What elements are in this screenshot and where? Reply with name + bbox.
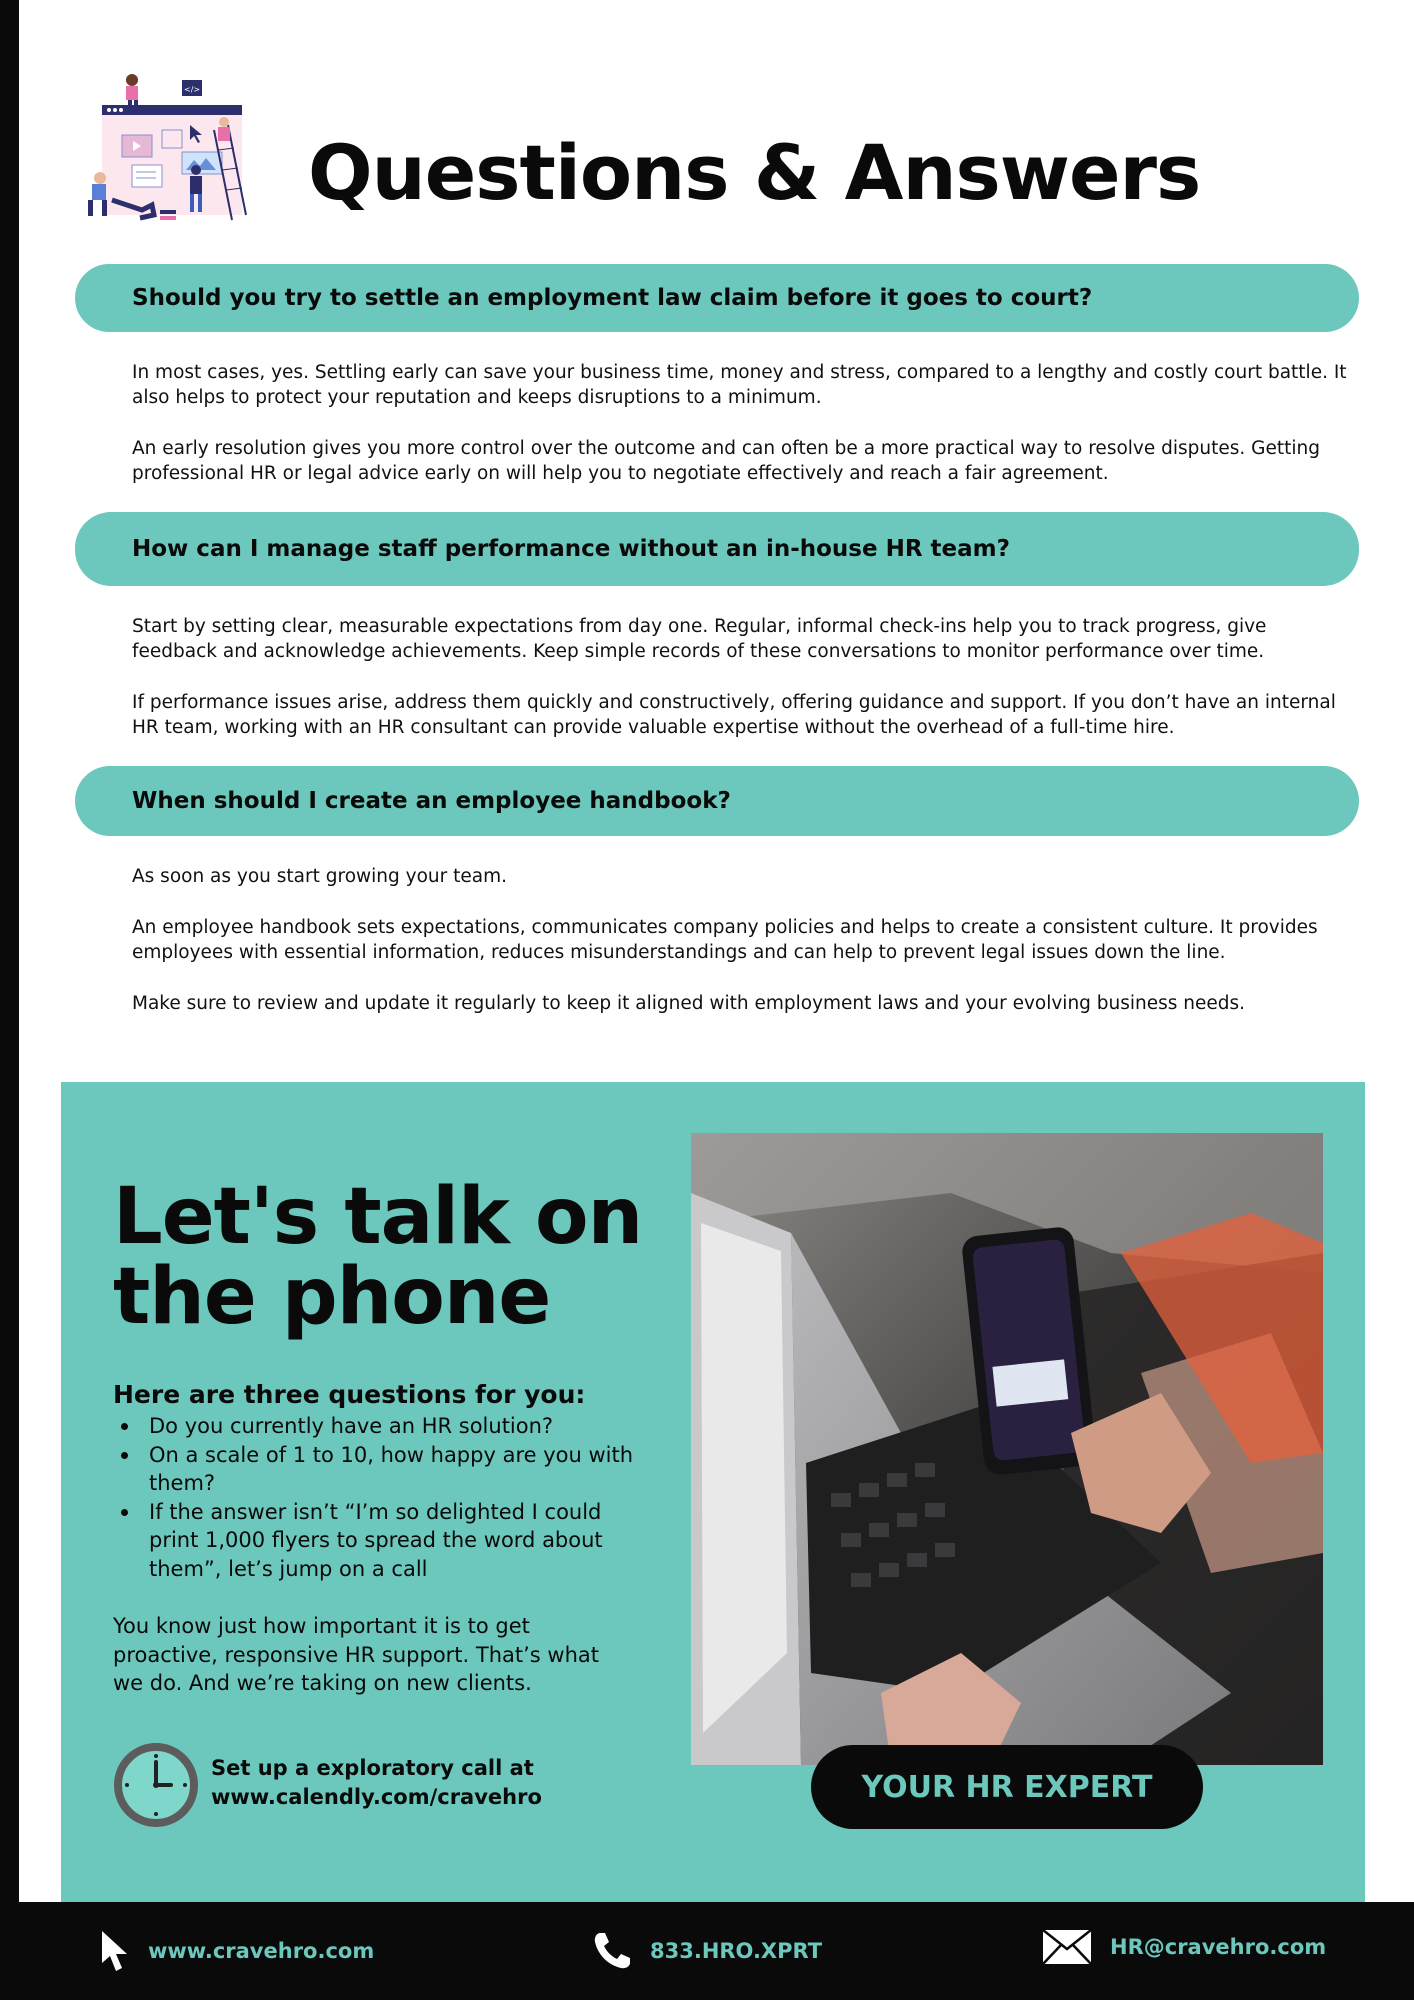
- calendly-link[interactable]: www.calendly.com/cravehro: [211, 1785, 542, 1809]
- svg-text:</>: </>: [184, 85, 201, 94]
- footer-phone[interactable]: [592, 1902, 822, 2000]
- answer-text: [75, 614, 1359, 740]
- cta-panel: [61, 1082, 1365, 1902]
- team-illustration: [82, 70, 262, 230]
- answer-paragraph: If performance issues arise, address them quickly and constructively, offering guidance and support. If you don’t have an internal HR team, working with an HR consultant can provide valuable expertise without the overhead of a full-time hire.: [132, 692, 1336, 738]
- list-item: If the answer isn’t “I’m so delighted I could print 1,000 flyers to spread the word about them”, let’s jump on a call: [113, 1498, 653, 1584]
- footer-email[interactable]: [1042, 1898, 1326, 1996]
- answer-paragraph: An early resolution gives you more control over the outcome and can often be a more practical way to resolve disputes. Getting professional HR or legal advice early on will help you to negotiate effectively and reach a fair agreement.: [132, 438, 1320, 484]
- cursor-icon: [100, 1929, 130, 1973]
- answer-paragraph: As soon as you start growing your team.: [132, 866, 507, 887]
- footer-website[interactable]: [100, 1902, 374, 2000]
- cta-subheading: Here are three questions for you:: [113, 1380, 586, 1409]
- phone-icon: [592, 1931, 632, 1971]
- answer-paragraph: In most cases, yes. Settling early can save your business time, money and stress, compared to a lengthy and costly court battle. It also helps to protect your reputation and keeps disruptions to a minimum.: [132, 362, 1347, 408]
- list-item: On a scale of 1 to 10, how happy are you with them?: [113, 1441, 653, 1498]
- question-banner: When should I create an employee handbook?: [75, 766, 1359, 836]
- left-edge-bar: [0, 0, 19, 2000]
- your-hr-expert-badge: YOUR HR EXPERT: [811, 1745, 1203, 1829]
- answer-paragraph: Start by setting clear, measurable expectations from day one. Regular, informal check-ins help you to track progress, give feedback and acknowledge achievements. Keep simple records of these conversations to monitor performance over time.: [132, 616, 1267, 662]
- clock-icon: [113, 1742, 199, 1828]
- qa-item-staff-performance: [75, 512, 1359, 740]
- answer-paragraph: An employee handbook sets expectations, communicates company policies and helps to create a consistent culture. It provides employees with essential information, reduces misunderstandings and can help to prevent legal issues down the line.: [132, 917, 1318, 963]
- call-line: Set up a exploratory call at: [211, 1756, 534, 1780]
- qa-item-employee-handbook: [75, 766, 1359, 1016]
- question-banner: Should you try to settle an employment law claim before it goes to court?: [75, 264, 1359, 332]
- answer-text: [75, 864, 1359, 1016]
- answer-paragraph: Make sure to review and update it regularly to keep it aligned with employment laws and your evolving business needs.: [132, 993, 1246, 1014]
- cta-paragraph: You know just how important it is to get proactive, responsive HR support. That’s what we do. And we’re taking on new clients.: [113, 1614, 600, 1695]
- answer-text: [75, 360, 1359, 486]
- phone-number[interactable]: 833.HRO.XPRT: [650, 1939, 823, 1963]
- envelope-icon: [1042, 1929, 1092, 1965]
- question-banner: How can I manage staff performance without an in-house HR team?: [75, 512, 1359, 586]
- page-title: Questions & Answers: [308, 128, 1201, 217]
- cta-heading: Let's talk on the phone: [113, 1172, 643, 1342]
- footer-bar: [0, 1902, 1414, 2000]
- list-item: Do you currently have an HR solution?: [113, 1412, 653, 1441]
- laptop-and-phone-photo: [691, 1133, 1323, 1765]
- website-link[interactable]: www.cravehro.com: [148, 1939, 375, 1963]
- call-to-action-text: [211, 1754, 611, 1812]
- email-link[interactable]: HR@cravehro.com: [1110, 1935, 1327, 1959]
- cta-question-list: [113, 1412, 653, 1583]
- qa-item-settle-claim: [75, 264, 1359, 486]
